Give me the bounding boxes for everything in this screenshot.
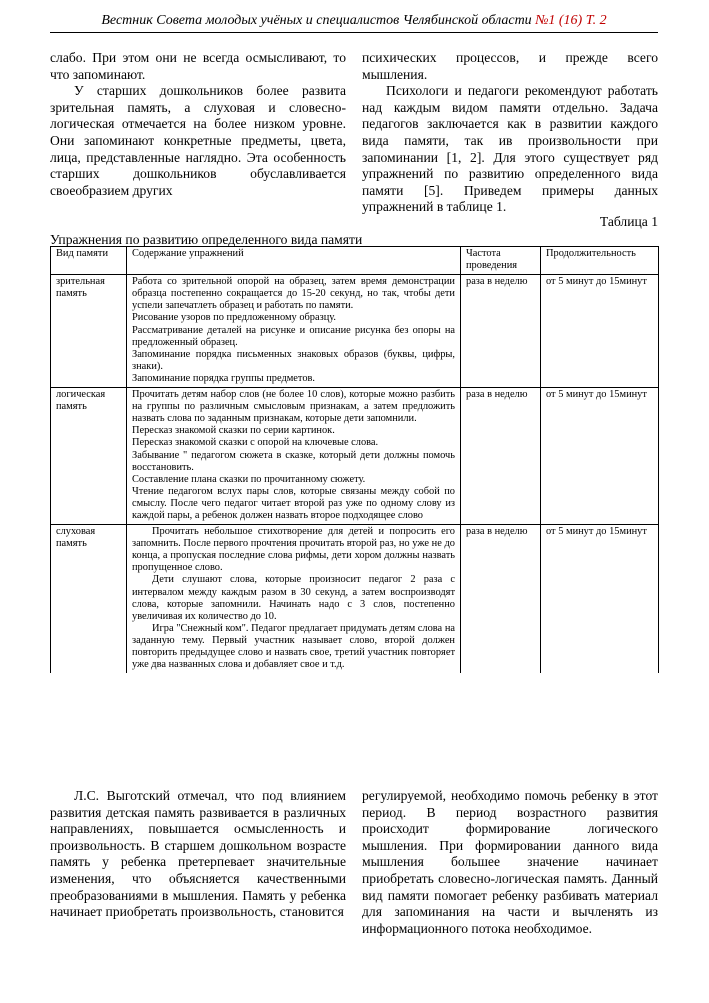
exercise-item: Пересказ знакомой сказки с опорой на ключевые слова. [132,437,379,449]
journal-issue: №1 (16) Т. 2 [535,13,607,28]
exercise-item: Прочитать детям набор слов (не более 10 слов), которые можно разбить на группы по различным смысловым признакам, а затем предложить назвать слова по заданным признакам, которые дети запомнили. [132,389,455,425]
exercise-item: Дети слушают слова, которые произносит педагог 2 раза с интервалом между каждым разом в 30 секунд, а затем воспроизводят слова, которые запомнили. Начинать надо с 3 слов, постепенно увеличивая их количество до 10. [132,574,455,622]
exercise-item: Составление плана сказки по прочитанному сюжету. [132,473,366,485]
header-content: Содержание упражнений [127,247,461,275]
frequency-cell: раза в неделю [461,388,541,525]
exercise-content-cell [127,525,461,674]
table-header-row [51,247,659,275]
exercise-item: Забывание " педагогом сюжета в сказке, который дети должны помочь восстановить. [132,449,455,473]
exercise-table [50,246,658,673]
exercise-item: Игра "Снежный ком". Педагог предлагает придумать детям слова на заданную тему. Первый участник называет слово, второй должен повторить предыдущее слово и назвать свое, третий участник повторяет уже два названных слова и добавляет свое и т.д. [132,622,455,671]
paragraph: У старших дошкольников более развита зрительная память, а слуховая и словесно-логическая отмечается на более низком уровне. Они запоминают конкретные предметы, цвета, лица, представленные наглядно. Эта особенность старших дошкольников обуславливается своеобразием других [50,83,346,198]
top-left-column [50,50,346,216]
exercise-item: Запоминание порядка группы предметов. [132,372,316,384]
memory-type-cell: слуховая память [51,525,127,674]
exercise-content-cell [127,275,461,388]
frequency-cell: раза в неделю [461,275,541,388]
top-right-column [362,50,658,216]
frequency-cell: раза в неделю [461,525,541,674]
exercise-item: Работа со зрительной опорой на образец, затем время демонстрации образца постепенно сокращается до 15-20 секунд, но так, чтобы дети успели запечатлеть образец и работать по памяти. [132,276,455,312]
header-memory-type: Вид памяти [51,247,127,275]
exercise-item: Запоминание порядка письменных знаковых образов (буквы, цифры, знаки). [132,348,455,372]
table-caption: Упражнения по развитию определенного вида памяти [50,232,363,247]
header-frequency: Частота проведения [461,247,541,275]
exercise-item: Пересказ знакомой сказки по серии картинок. [132,425,335,437]
memory-type-cell: зрительная память [51,275,127,388]
duration-cell: от 5 минут до 15минут [541,388,659,525]
paragraph: Психологи и педагоги рекомендуют работать над каждым видом памяти отдельно. Задача педагогов заключается как в развитии каждого вида памяти, так ив произвольности при запоминании [1, 2]. Для этого существует ряд упражнений по развитию определенного вида памяти [5]. Приведем примеры данных упражнений в таблице 1. [362,83,658,215]
table-number: Таблица 1 [599,214,658,229]
exercise-item: Прочитать небольшое стихотворение для детей и попросить его запомнить. После первого прочтения прочитать второй раз, но уже не до конца, а пропуская последние слова рифмы, дети хором должны назвать пропущенное слово. [132,526,455,574]
paragraph: регулируемой, необходимо помочь ребенку в этот период. В период возрастного развития происходит формирование логического мышления. При формировании данного вида мышления большее значение начинает приобретать словесно-логическая память. Данный вид памяти помогает ребенку разбивать материал для запоминания на части и вычленять из информационного потока необходимое. [362,788,658,936]
bottom-left-column [50,788,346,937]
bottom-columns [50,788,658,937]
duration-cell: от 5 минут до 15минут [541,525,659,674]
exercise-item: Чтение педагогом вслух пары слов, которые связаны между собой по смыслу. После чего педагог читает второй раз уже по одному слову из каждой пары, а ребенок должен назвать второе подходящее слово [132,485,455,521]
journal-title: Вестник Совета молодых учёных и специалистов Челябинской области [101,13,532,28]
exercise-content-cell [127,388,461,525]
top-columns [50,50,658,216]
paragraph: психических процессов, и прежде всего мышления. [362,50,658,82]
table-body [51,275,659,674]
header-duration: Продолжительность [541,247,659,275]
memory-type-cell: логическая память [51,388,127,525]
paragraph: Л.С. Выготский отмечал, что под влиянием развития детская память развивается в различных направлениях, повышается осмысленность и произвольность. В старшем дошкольном возрасте память у ребенка претерпевает значительные изменения, что объясняется качественными преобразованиями в мышления. Память у ребенка начинает приобретать произвольность, становится [50,788,346,920]
table-row [51,525,659,674]
exercise-item: Рисование узоров по предложенному образцу. [132,312,337,324]
exercise-item: Рассматривание деталей на рисунке и описание рисунка без опоры на предложенный образец. [132,324,455,348]
table-row [51,388,659,525]
duration-cell: от 5 минут до 15минут [541,275,659,388]
table-row [51,275,659,388]
bottom-right-column [362,788,658,937]
paragraph: слабо. При этом они не всегда осмысливают, то что запоминают. [50,50,346,82]
journal-header [50,10,658,33]
